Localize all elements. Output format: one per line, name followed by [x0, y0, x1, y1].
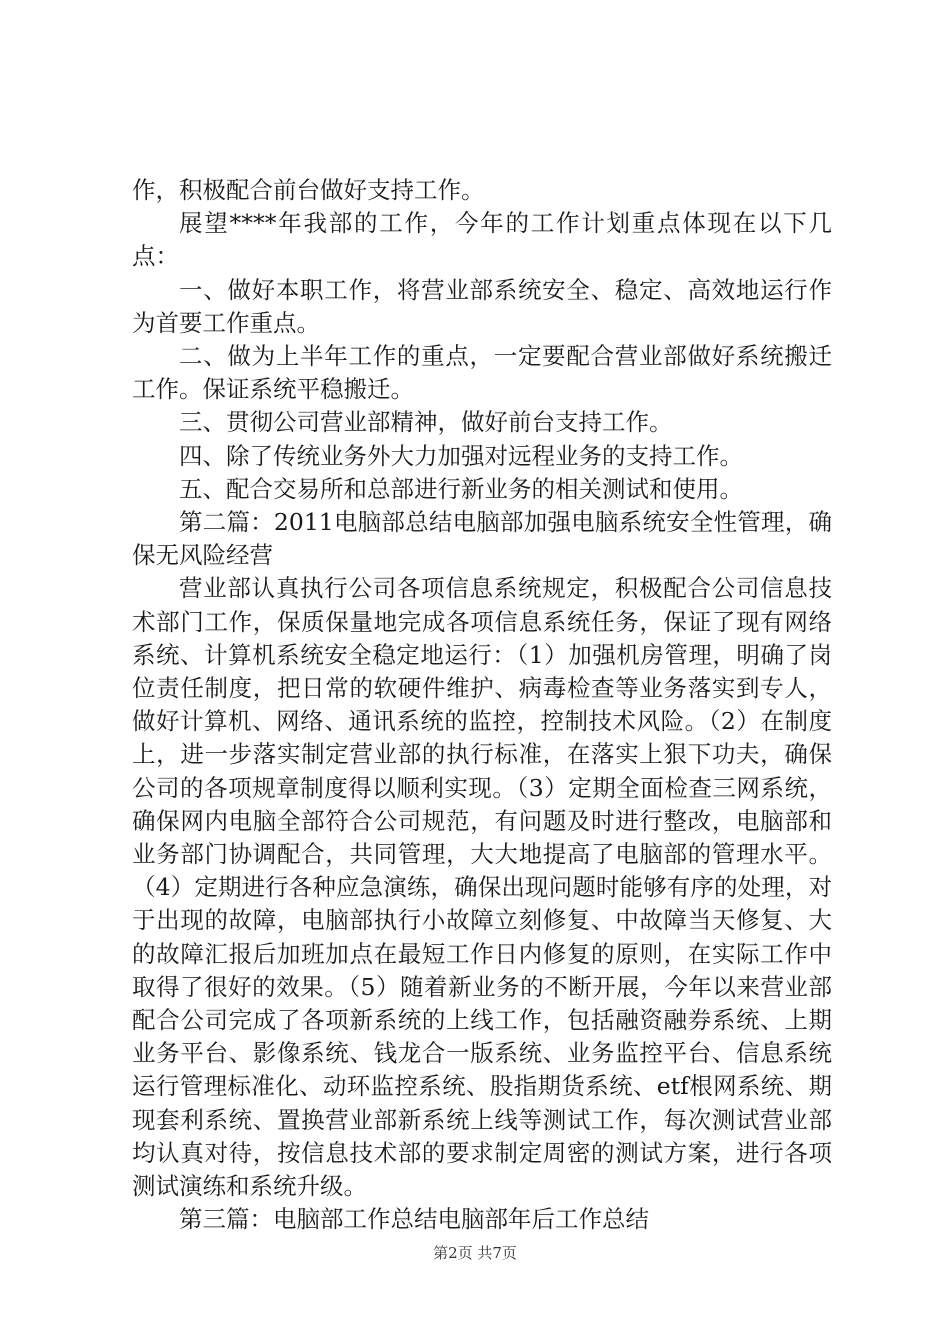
section-heading-part-2: 第二篇：2011电脑部总结电脑部加强电脑系统安全性管理，确保无风险经营 — [132, 508, 832, 570]
paragraph-continuation: 作，积极配合前台做好支持工作。 — [132, 176, 485, 204]
page-number-label: 第2页 共7页 — [433, 1244, 517, 1262]
section-heading-part-3: 第三篇：电脑部工作总结电脑部年后工作总结 — [179, 1205, 649, 1234]
page-footer — [0, 1242, 950, 1263]
paragraph-point-4: 四、除了传统业务外大力加强对远程业务的支持工作。 — [179, 441, 743, 470]
paragraph-point-5: 五、配合交易所和总部进行新业务的相关测试和使用。 — [179, 474, 743, 503]
paragraph-point-2: 二、做为上半年工作的重点，一定要配合营业部做好系统搬迁工作。保证系统平稳搬迁。 — [132, 342, 832, 404]
paragraph-point-3: 三、贯彻公司营业部精神，做好前台支持工作。 — [179, 408, 673, 437]
paragraph-body-part-2: 营业部认真执行公司各项信息系统规定，积极配合公司信息技术部门工作，保质保量地完成各项信息系统任务，保证了现有网络系统、计算机系统安全稳定地运行：（1）加强机房管理，明确了岗位责任制度，把日常的软硬件维护、病毒检查等业务落实到专人，做好计算机、网络、通讯系统的监控，控制技术风险。（2）在制度上，进一步落实制定营业部的执行标准，在落实上狠下功夫，确保公司的各项规章制度得以顺利实现。（3）定期全面检查三网系统，确保网内电脑全部符合公司规范，有问题及时进行整改，电脑部和业务部门协调配合，共同管理，大大地提高了电脑部的管理水平。（4）定期进行各种应急演练，确保出现问题时能够有序的处理，对于出现的故障，电脑部执行小故障立刻修复、中故障当天修复、大的故障汇报后加班加点在最短工作日内修复的原则，在实际工作中取得了很好的效果。（5）随着新业务的不断开展，今年以来营业部配合公司完成了各项新系统的上线工作，包括融资融券系统、上期业务平台、影像系统、钱龙合一版系统、业务监控平台、信息系统运行管理标准化、动环监控系统、股指期货系统、etf根网系统、期现套利系统、置换营业部新系统上线等测试工作，每次测试营业部均认真对待，按信息技术部的要求制定周密的测试方案，进行各项测试演练和系统升级。 — [132, 574, 832, 1201]
document-body — [132, 174, 832, 1237]
paragraph-point-1: 一、做好本职工作，将营业部系统安全、稳定、高效地运行作为首要工作重点。 — [132, 275, 832, 337]
paragraph-outlook: 展望****年我部的工作，今年的工作计划重点体现在以下几点： — [132, 209, 832, 271]
